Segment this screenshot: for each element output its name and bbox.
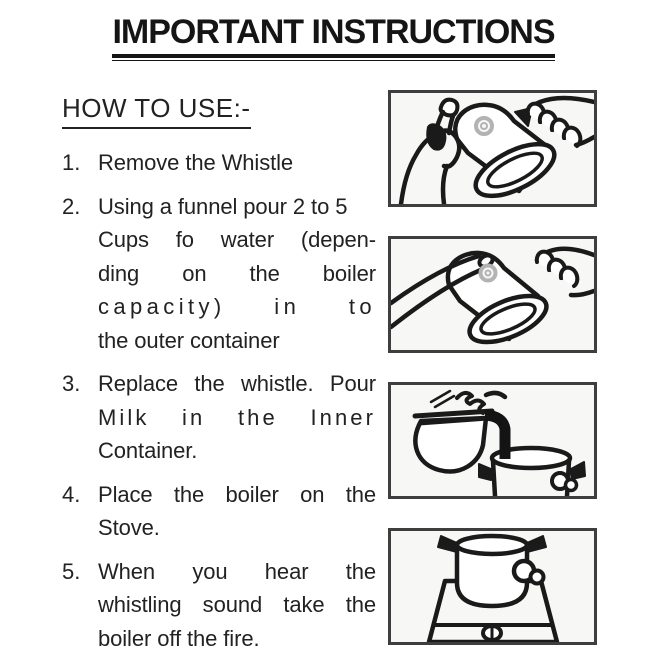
step-2-figure	[388, 236, 597, 353]
step-1-number: 1.	[62, 150, 81, 175]
step-1-body	[98, 146, 376, 180]
step-line: capacity) in to	[98, 294, 376, 319]
step-3-figure	[388, 382, 597, 499]
remove-whistle-illustration	[391, 93, 594, 204]
step-4	[62, 478, 382, 545]
step-3-body	[98, 367, 376, 468]
step-line: Container.	[98, 438, 198, 463]
step-1	[62, 146, 382, 180]
step-line: Replace the whistle. Pour	[98, 371, 376, 396]
step-4-figure	[388, 528, 597, 645]
step-line: Stove.	[98, 515, 160, 540]
step-2-body	[98, 190, 376, 358]
step-line: Place the boiler on the	[98, 481, 376, 507]
jug-icon	[415, 418, 486, 471]
step-line: Remove the Whistle	[98, 150, 294, 175]
title-wrap	[0, 14, 667, 61]
instructions-column	[62, 93, 382, 665]
section-heading: HOW TO USE:-	[62, 93, 251, 129]
step-2	[62, 190, 382, 358]
step-line: boiler off the fire.	[98, 625, 260, 651]
step-5	[62, 555, 382, 656]
step-line: When you hear the	[98, 558, 376, 584]
step-1-figure	[388, 90, 597, 207]
step-line: the outer container	[98, 327, 280, 353]
title-underline-thin	[112, 60, 554, 61]
step-4-number: 4.	[62, 481, 81, 507]
step-line: ding on the boiler	[98, 260, 376, 286]
step-5-body	[98, 555, 376, 656]
steps-list	[62, 146, 382, 655]
step-line: Using a funnel pour 2 to 5	[98, 193, 348, 219]
step-3	[62, 367, 382, 468]
title-block	[112, 14, 554, 61]
step-3-number: 3.	[62, 371, 81, 396]
boiler-on-stove-illustration	[391, 531, 594, 642]
step-2-number: 2.	[62, 193, 81, 219]
step-4-body	[98, 478, 376, 545]
step-line: Milk in the Inner	[98, 404, 376, 430]
title-underline-thick	[112, 54, 554, 58]
step-line: Cups fo water (depen-	[98, 227, 376, 252]
page-title: IMPORTANT INSTRUCTIONS	[112, 13, 555, 51]
pour-milk-inner-container-illustration	[391, 385, 594, 496]
funnel-pour-water-illustration	[391, 239, 594, 350]
step-line: whistling sound take the	[98, 592, 376, 617]
illustrations-column	[388, 90, 603, 667]
step-5-number: 5.	[62, 558, 81, 584]
